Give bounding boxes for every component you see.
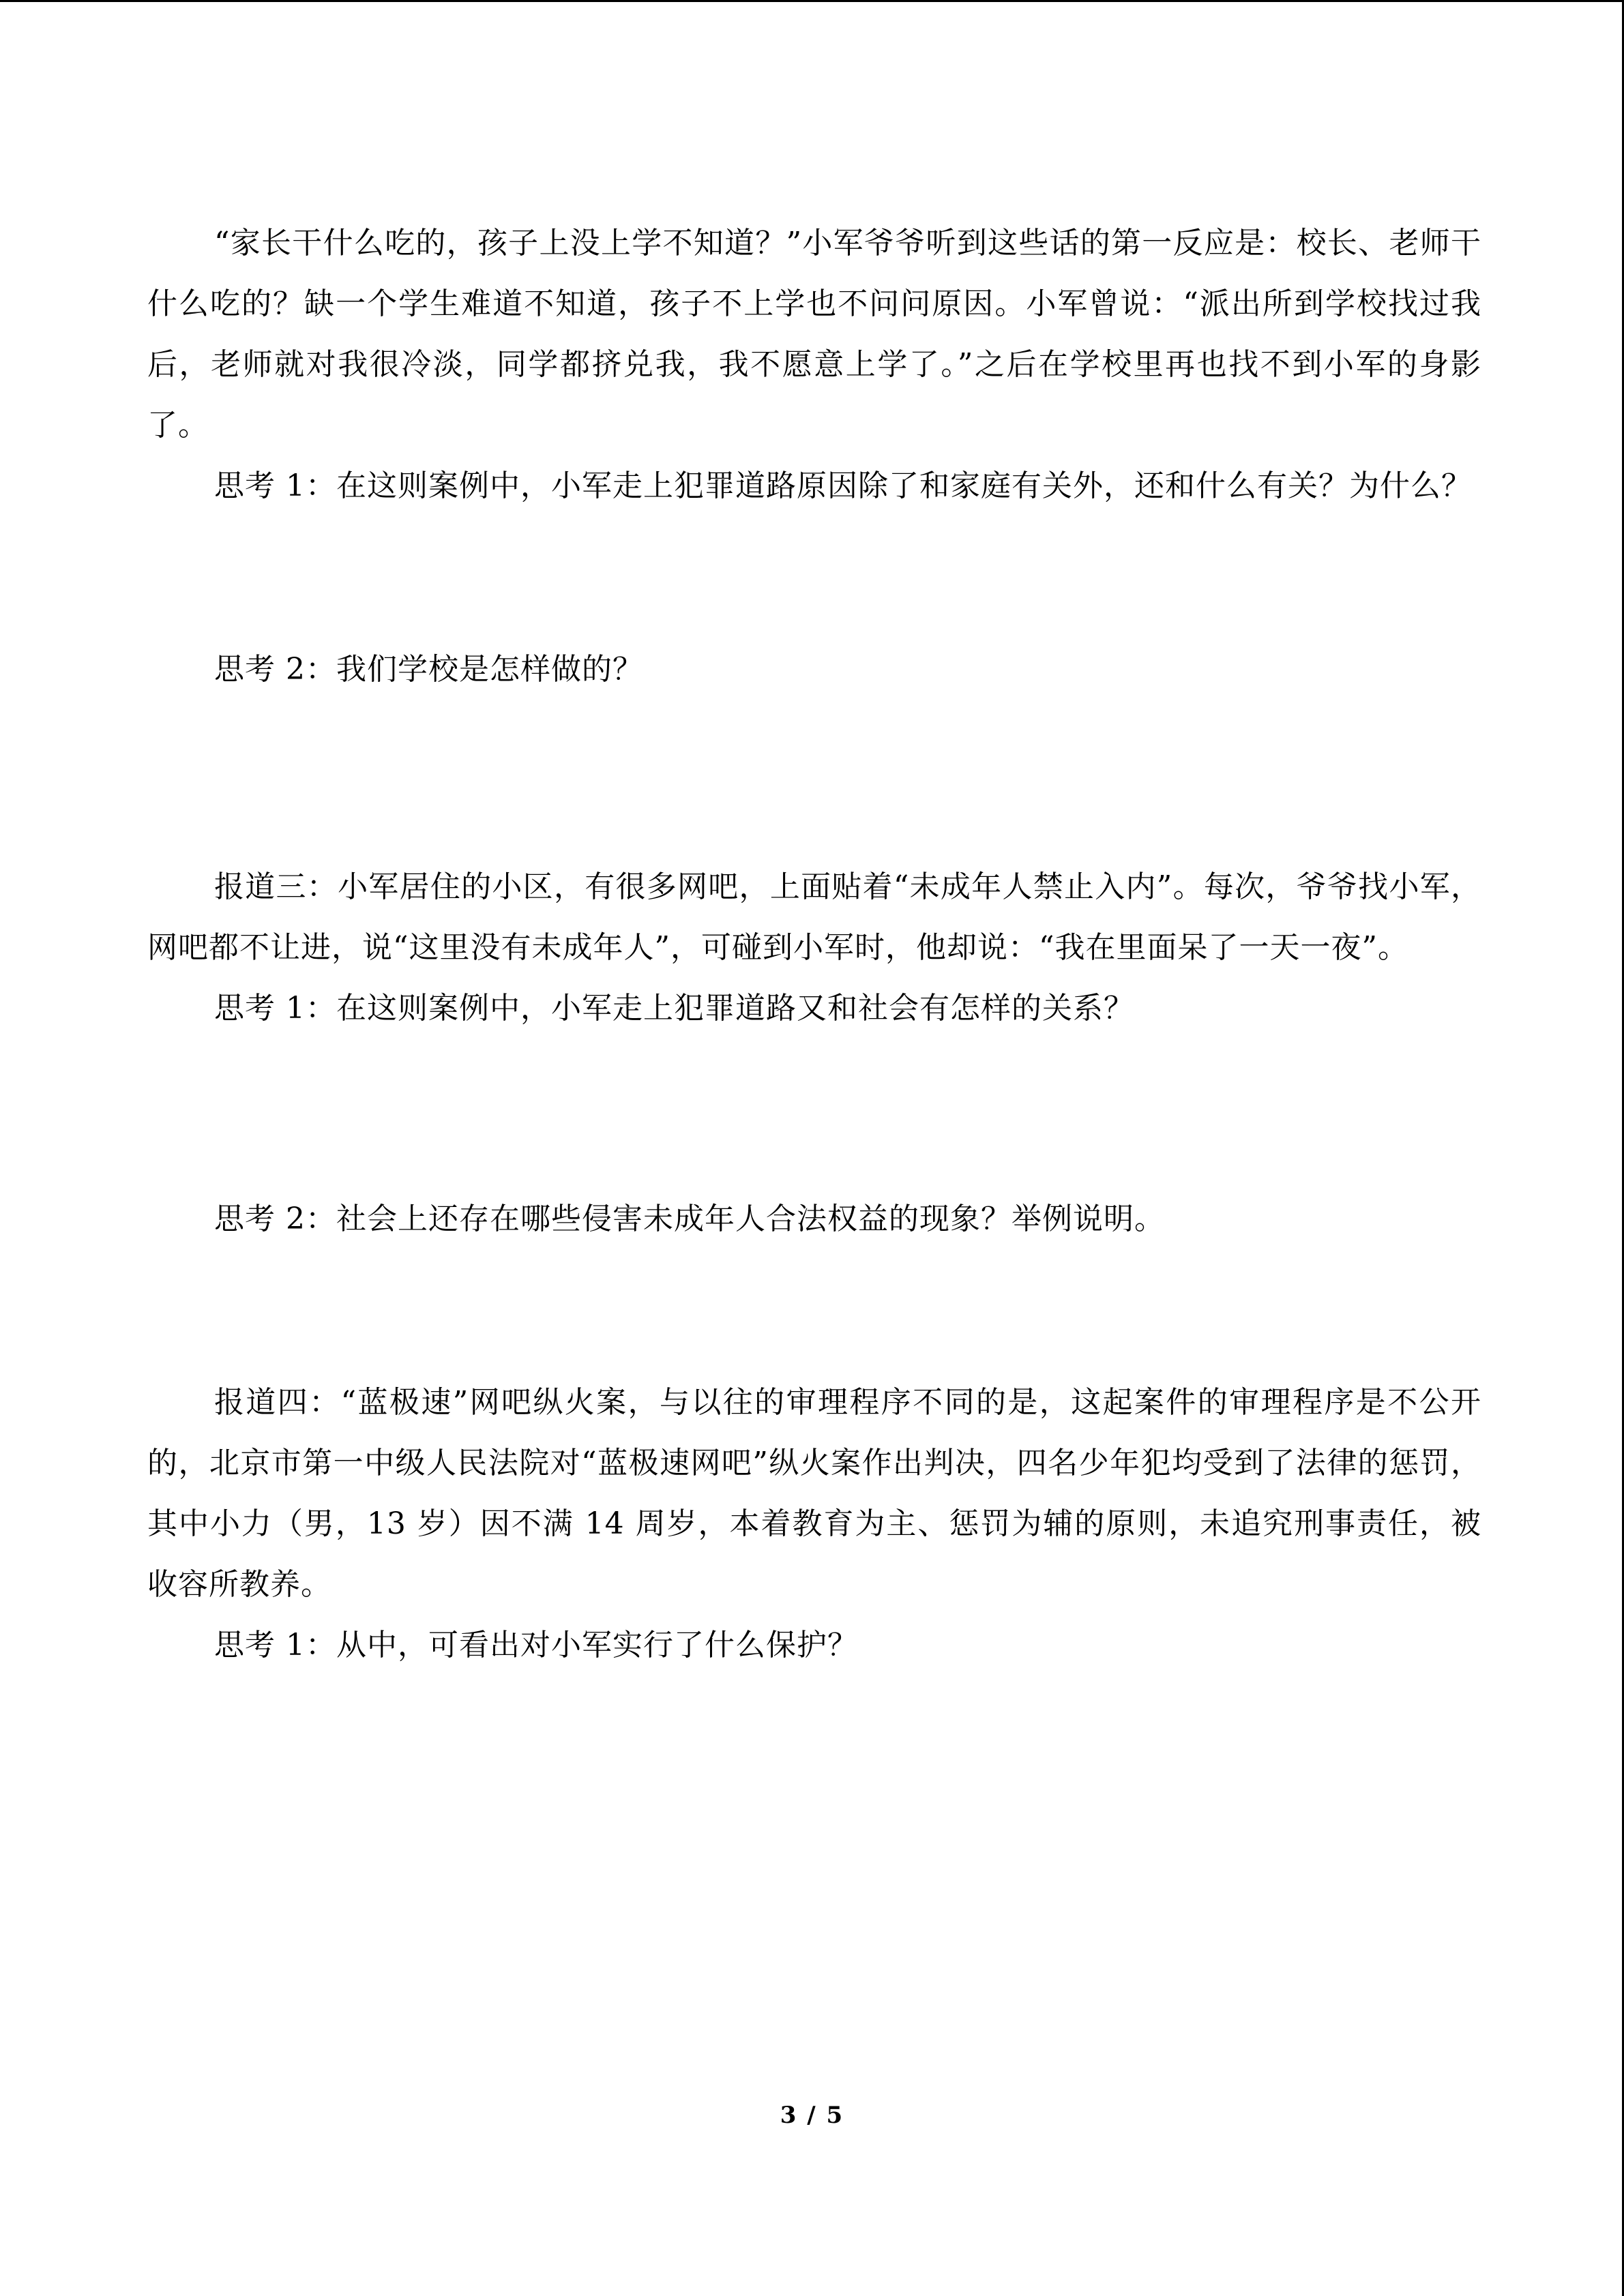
answer-space: [147, 700, 1481, 856]
document-body: [147, 213, 1481, 1675]
question-society-2: 思考 2：社会上还存在哪些侵害未成年人合法权益的现象？举例说明。: [214, 1202, 1165, 1236]
answer-space: [147, 1039, 1481, 1189]
top-border-rule: [0, 0, 1624, 2]
paragraph-school-reaction: “家长干什么吃的，孩子上没上学不知道？”小军爷爷听到这些话的第一反应是：校长、老师干什么吃的？缺一个学生难道不知道，孩子不上学也不问问原因。小军曾说：“派出所到学校找过我后，老师就对我很冷淡，同学都挤兑我，我不愿意上学了。”之后在学校里再也找不到小军的身影了。: [147, 226, 1481, 443]
question-school-2: 思考 2：我们学校是怎样做的？: [214, 652, 643, 687]
page-number: 3 / 5: [780, 2102, 844, 2129]
question-society-1: 思考 1：在这则案例中，小军走上犯罪道路又和社会有怎样的关系？: [214, 991, 1134, 1026]
answer-space: [147, 516, 1481, 639]
report-four: 报道四：“蓝极速”网吧纵火案，与以往的审理程序不同的是，这起案件的审理程序是不公开的，北京市第一中级人民法院对“蓝极速网吧”纵火案作出判决，四名少年犯均受到了法律的惩罚，其中小力（男，13 岁）因不满 14 周岁，本着教育为主、惩罚为辅的原则，未追究刑事责任，被收容所教养。: [147, 1385, 1481, 1602]
question-school-1: 思考 1：在这则案例中，小军走上犯罪道路原因除了和家庭有关外，还和什么有关？为什么？: [214, 468, 1472, 503]
answer-space: [147, 1249, 1481, 1372]
question-protection-1: 思考 1：从中，可看出对小军实行了什么保护？: [214, 1628, 858, 1663]
report-three: 报道三：小军居住的小区，有很多网吧，上面贴着“未成年人禁止入内”。每次，爷爷找小军，网吧都不让进，说“这里没有未成年人”，可碰到小军时，他却说：“我在里面呆了一天一夜”。: [147, 869, 1481, 965]
